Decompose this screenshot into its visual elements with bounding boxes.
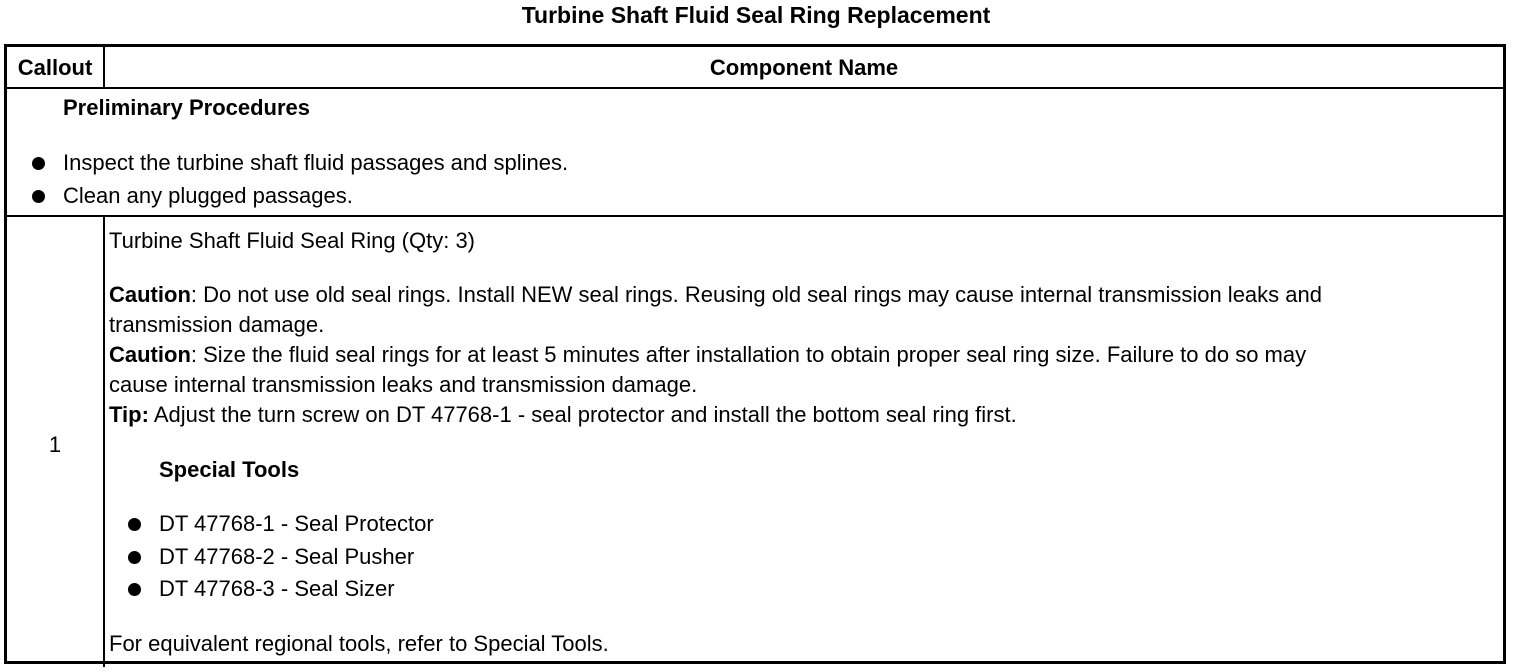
tool-item: DT 47768-3 - Seal Sizer — [159, 576, 395, 601]
caution-1 — [109, 280, 1322, 310]
tool-item: DT 47768-2 - Seal Pusher — [159, 544, 415, 569]
regional-tools-note: For equivalent regional tools, refer to Special Tools. — [109, 631, 609, 656]
caution-2-continued: cause internal transmission leaks and transmission damage. — [109, 372, 698, 397]
header-callout: Callout — [17, 55, 93, 80]
preliminary-heading: Preliminary Procedures — [63, 95, 311, 120]
page-title: Turbine Shaft Fluid Seal Ring Replacement — [521, 2, 991, 28]
special-tools-heading: Special Tools — [159, 457, 300, 482]
caution-label: Caution — [109, 342, 191, 367]
caution-text: : Do not use old seal rings. Install NEW seal rings. Reusing old seal rings may cause internal transmission leaks and — [190, 282, 1322, 307]
tip — [109, 400, 1017, 430]
component-name: Turbine Shaft Fluid Seal Ring (Qty: 3) — [109, 228, 476, 253]
caution-1-continued: transmission damage. — [109, 312, 325, 337]
caution-label: Caution — [109, 282, 191, 307]
bullet-icon — [32, 157, 45, 170]
procedure-table — [4, 44, 1506, 664]
tip-text: Adjust the turn screw on DT 47768-1 - seal protector and install the bottom seal ring first. — [148, 402, 1017, 427]
row-divider — [7, 215, 1503, 217]
header-component-name: Component Name — [709, 55, 899, 80]
bullet-icon — [128, 518, 141, 531]
tip-label: Tip: — [109, 402, 149, 427]
bullet-icon — [32, 190, 45, 203]
tool-item: DT 47768-1 - Seal Protector — [159, 511, 434, 536]
preliminary-item: Inspect the turbine shaft fluid passages and splines. — [63, 150, 569, 175]
caution-2 — [109, 340, 1306, 370]
callout-number: 1 — [48, 432, 62, 457]
row-column-divider — [103, 215, 105, 667]
preliminary-item: Clean any plugged passages. — [63, 183, 353, 208]
bullet-icon — [128, 551, 141, 564]
caution-text: : Size the fluid seal rings for at least 5 minutes after installation to obtain proper seal ring size. Failure to do so may — [190, 342, 1307, 367]
bullet-icon — [128, 583, 141, 596]
